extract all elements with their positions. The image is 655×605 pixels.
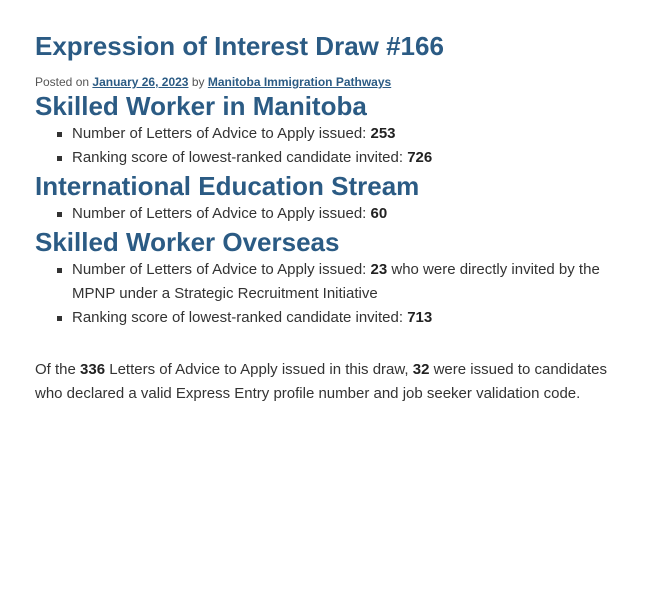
item-value: 713: [407, 309, 433, 326]
author-link[interactable]: Manitoba Immigration Pathways: [207, 75, 392, 89]
closing-part3: were issued to candidates who declared a valid Express Entry profile number and job seeker validation code.: [35, 361, 608, 402]
list-item: [57, 202, 635, 226]
closing-total: 336: [80, 361, 106, 378]
item-label: Ranking score of lowest-ranked candidate invited:: [72, 309, 408, 326]
posted-on-label: Posted on: [35, 75, 90, 89]
section-list-international-education: [35, 202, 635, 226]
section-heading-international-education: International Education Stream: [35, 171, 420, 201]
list-item: [57, 258, 635, 306]
square-bullet-icon: [57, 212, 62, 217]
item-suffix: who were directly invited by the MPNP under a Strategic Recruitment Initiative: [72, 261, 600, 302]
section-heading-skilled-worker-manitoba: Skilled Worker in Manitoba: [35, 91, 367, 121]
closing-part2: Letters of Advice to Apply issued in this draw,: [105, 361, 413, 378]
item-label: Number of Letters of Advice to Apply issued:: [72, 261, 371, 278]
closing-paragraph: [35, 358, 620, 406]
post-meta: [35, 74, 635, 90]
item-value: 253: [370, 125, 396, 142]
item-value: 60: [370, 205, 388, 222]
square-bullet-icon: [57, 316, 62, 321]
list-item: [57, 146, 635, 170]
post-title: Expression of Interest Draw #166: [35, 31, 444, 61]
closing-count: 32: [412, 361, 430, 378]
square-bullet-icon: [57, 268, 62, 273]
square-bullet-icon: [57, 156, 62, 161]
item-label: Number of Letters of Advice to Apply issued:: [72, 205, 371, 222]
item-value: 726: [407, 149, 433, 166]
item-label: Number of Letters of Advice to Apply issued:: [72, 125, 371, 142]
list-item: [57, 122, 635, 146]
closing-part1: Of the: [35, 361, 81, 378]
section-list-skilled-worker-manitoba: [35, 122, 635, 170]
item-label: Ranking score of lowest-ranked candidate invited:: [72, 149, 408, 166]
section-list-skilled-worker-overseas: [35, 258, 635, 330]
post-date-link[interactable]: January 26, 2023: [92, 75, 189, 89]
square-bullet-icon: [57, 132, 62, 137]
item-value: 23: [370, 261, 388, 278]
section-heading-skilled-worker-overseas: Skilled Worker Overseas: [35, 227, 340, 257]
by-label: by: [191, 75, 205, 89]
list-item: [57, 306, 635, 330]
